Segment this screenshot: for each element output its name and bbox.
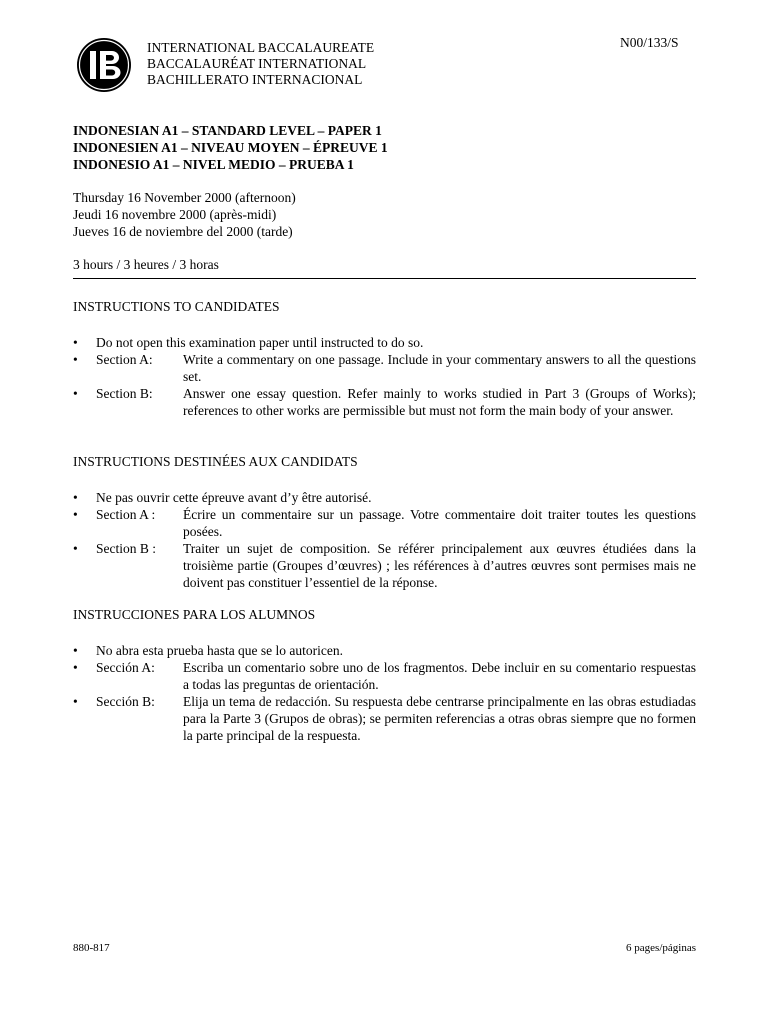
exam-duration: 3 hours / 3 heures / 3 horas [73, 257, 219, 272]
item-text: Do not open this examination paper until instructed to do so. [96, 335, 424, 350]
bullet: • [73, 490, 78, 505]
ib-logo-icon [76, 37, 132, 93]
list-item [73, 351, 696, 385]
list-item [73, 334, 696, 351]
item-label: Section B: [96, 386, 153, 401]
list-item [73, 506, 696, 540]
item-text: Escriba un comentario sobre uno de los fragmentos. Debe incluir en su comentario respuestas a todas las preguntas de orientación. [183, 660, 696, 692]
item-text: Ne pas ouvrir cette épreuve avant d’y être autorisé. [96, 490, 372, 505]
section-heading: INSTRUCCIONES PARA LOS ALUMNOS [73, 607, 316, 622]
org-line-fr: BACCALAURÉAT INTERNATIONAL [147, 56, 367, 71]
date-en: Thursday 16 November 2000 (afternoon) [73, 190, 296, 205]
title-en: INDONESIAN A1 – STANDARD LEVEL – PAPER 1 [73, 123, 382, 138]
bullet: • [73, 352, 78, 367]
list-item [73, 642, 696, 659]
paper-code: N00/133/S [620, 35, 679, 50]
title-es: INDONESIO A1 – NIVEL MEDIO – PRUEBA 1 [73, 157, 354, 172]
list-item [73, 659, 696, 693]
bullet: • [73, 660, 78, 675]
item-label: Sección A: [96, 660, 155, 675]
bullet: • [73, 694, 78, 709]
org-line-es: BACHILLERATO INTERNACIONAL [147, 72, 363, 87]
bullet: • [73, 507, 78, 522]
section-heading: INSTRUCTIONS TO CANDIDATES [73, 299, 280, 314]
instructions-es [73, 606, 696, 744]
section-heading: INSTRUCTIONS DESTINÉES AUX CANDIDATS [73, 454, 358, 469]
item-text: Answer one essay question. Refer mainly to works studied in Part 3 (Groups of Works); references to other works are permissible but must not form the main body of your answer. [183, 386, 696, 418]
bullet: • [73, 541, 78, 556]
page-count: 6 pages/páginas [626, 942, 696, 954]
item-text: Écrire un commentaire sur un passage. Votre commentaire doit traiter toutes les questions posées. [183, 507, 696, 539]
item-text: Elija un tema de redacción. Su respuesta debe centrarse principalmente en las obras estudiadas para la Parte 3 (Grupos de obras); se permiten referencias a otras obras siempre que no formen la parte principal de la respuesta. [183, 694, 696, 743]
instructions-en [73, 298, 696, 419]
item-label: Sección B: [96, 694, 155, 709]
list-item [73, 385, 696, 419]
date-fr: Jeudi 16 novembre 2000 (après-midi) [73, 207, 277, 222]
title-fr: INDONESIEN A1 – NIVEAU MOYEN – ÉPREUVE 1 [73, 140, 388, 155]
item-label: Section B : [96, 541, 156, 556]
exam-dates [73, 189, 296, 240]
item-text: Write a commentary on one passage. Include in your commentary answers to all the questions set. [183, 352, 696, 384]
instructions-fr [73, 453, 696, 591]
bullet: • [73, 335, 78, 350]
list-item [73, 693, 696, 744]
item-label: Section A : [96, 507, 156, 522]
document-number: 880-817 [73, 942, 110, 954]
item-text: No abra esta prueba hasta que se lo autoricen. [96, 643, 344, 658]
item-text: Traiter un sujet de composition. Se référer principalement aux œuvres étudiées dans la troisième partie (Groupes d’œuvres) ; les références à d’autres œuvres sont permises mais ne doivent pas constituer l’essentiel de la réponse. [183, 541, 696, 590]
date-es: Jueves 16 de noviembre del 2000 (tarde) [73, 224, 293, 239]
org-line-en: INTERNATIONAL BACCALAUREATE [147, 40, 375, 55]
organization-name [147, 40, 374, 88]
list-item [73, 489, 696, 506]
bullet: • [73, 643, 78, 658]
list-item [73, 540, 696, 591]
bullet: • [73, 386, 78, 401]
item-label: Section A: [96, 352, 153, 367]
exam-titles [73, 122, 388, 173]
header-divider [73, 278, 696, 279]
